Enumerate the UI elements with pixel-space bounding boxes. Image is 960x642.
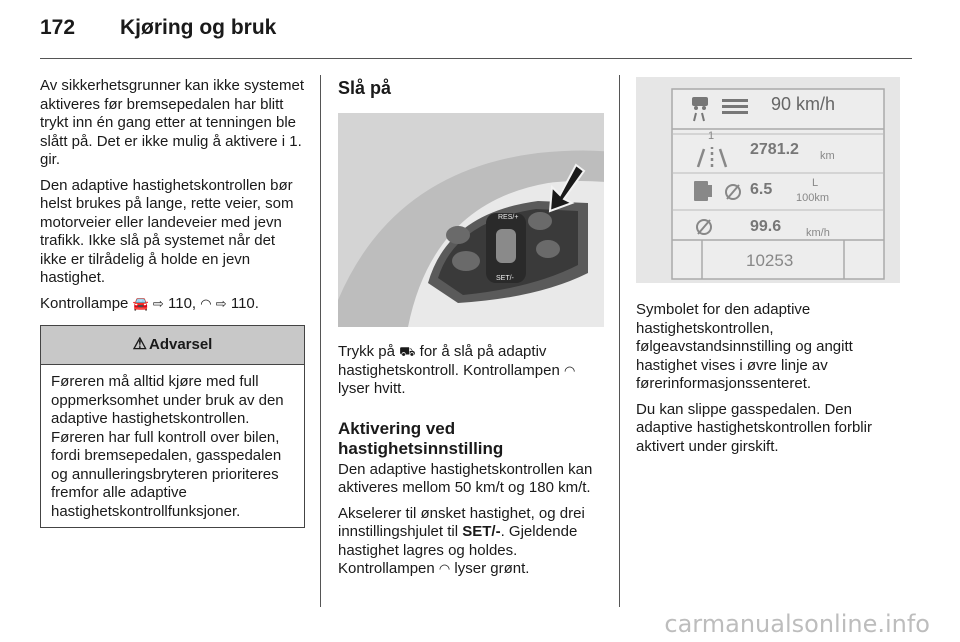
paragraph-usage: Den adaptive hastighetskontrollen bør helst brukes på lange, rette veier, som motorveier eller landeveier med jevn trafikk. Ikke slå på systemet når det ikke er tilrådelig å holde en jevn hastighet.: [40, 176, 294, 286]
page-reference-link[interactable]: 110,: [168, 294, 197, 312]
svg-text:RES/+: RES/+: [498, 214, 519, 221]
column-divider-2: [619, 75, 620, 607]
column-divider-1: [320, 75, 321, 607]
steering-wheel-image: [338, 113, 604, 327]
svg-text:SET/-: SET/-: [496, 275, 514, 282]
display-distance-unit: km: [820, 150, 835, 162]
warning-title: Advarsel: [148, 335, 213, 353]
watermark: carmanualsonline.info: [664, 610, 930, 638]
column-left: [40, 77, 305, 528]
section-title: Slå på: [338, 78, 392, 98]
display-fuel-unit-bottom: 100km: [796, 192, 830, 204]
display-fuel-unit-top: L: [812, 177, 819, 189]
cruise-lamp-icon: ◠: [200, 295, 212, 311]
display-fuel: 6.5: [750, 181, 773, 198]
page-reference-link[interactable]: 110.: [230, 294, 259, 312]
reference-arrow-icon: ⇨: [152, 295, 164, 311]
subsection-title: Aktivering ved hastighetsinnstilling: [338, 418, 504, 458]
paragraph-display-info: Symbolet for den adaptive hastighetskontrollen, følgeavstandsinnstilling og angitt hastighet vises i øvre linje av førerinformasjonssenteret.: [636, 301, 853, 392]
steering-wheel-illustration: [338, 113, 604, 327]
cruise-lamp-icon: ◠: [563, 362, 576, 378]
warning-body: Føreren må alltid kjøre med full oppmerksomhet under bruk av den adaptive hastighetskontrollen. Føreren har full kontroll over bilen, fordi bremsepedalen, gasspedalen og annulleringsbryteren prioriteres fremfor alle adaptive hastighetskontrollfunksjoner.: [51, 373, 284, 520]
display-speed: 90 km/h: [771, 94, 836, 114]
display-lane-number: 1: [708, 130, 715, 142]
cruise-lamp-icon: ◠: [438, 561, 451, 576]
display-average-speed: 99.6: [750, 218, 782, 235]
paragraph-control-lamp: Kontrollampe 🚘 ⇨ 110, ◠ ⇨ 110.: [40, 294, 259, 312]
following-distance-icon: [722, 99, 748, 114]
column-middle: [338, 77, 608, 586]
paragraph-speed-range: Den adaptive hastighetskontrollen kan aktiveres mellom 50 km/t og 180 km/t.: [338, 460, 593, 496]
paragraph-gear-shift: Du kan slippe gasspedalen. Den adaptive hastighetskontrollen forblir aktivert under girskift.: [636, 400, 872, 455]
reference-arrow-icon: ⇨: [215, 295, 227, 311]
paragraph-switch-on: Trykk på ⛟ for å slå på adaptiv hastighetskontroll. Kontrollampen ◠ lyser hvitt.: [338, 343, 576, 397]
warning-header: [41, 326, 304, 365]
paragraph-set-speed: Akselerer til ønsket hastighet, og drei innstillingshjulet til SET/-. Gjeldende hastighet lagres og holdes. Kontrollampen ◠ lyser grønt.: [338, 504, 585, 577]
page-number: 172: [40, 16, 76, 39]
column-right: [636, 77, 906, 463]
paragraph-safety: Av sikkerhetsgrunner kan ikke systemet aktiveres før bremsepedalen har blitt trykt inn én gang etter at tenningen ble slått på. Det er ikke mulig å aktivere i 1. gir.: [40, 77, 305, 168]
warning-triangle-icon: ⚠: [132, 335, 147, 353]
driver-info-display-image: [636, 77, 900, 283]
display-odometer: 10253: [746, 251, 794, 270]
chapter-title: Kjøring og bruk: [120, 16, 277, 39]
display-distance: 2781.2: [750, 141, 799, 158]
car-icon: 🚘: [132, 295, 149, 311]
header-divider: [40, 58, 912, 59]
adaptive-cruise-button-icon: ⛟: [399, 344, 416, 359]
warning-box: [40, 325, 305, 528]
display-average-speed-unit: km/h: [806, 227, 830, 239]
page-header: [40, 16, 912, 56]
